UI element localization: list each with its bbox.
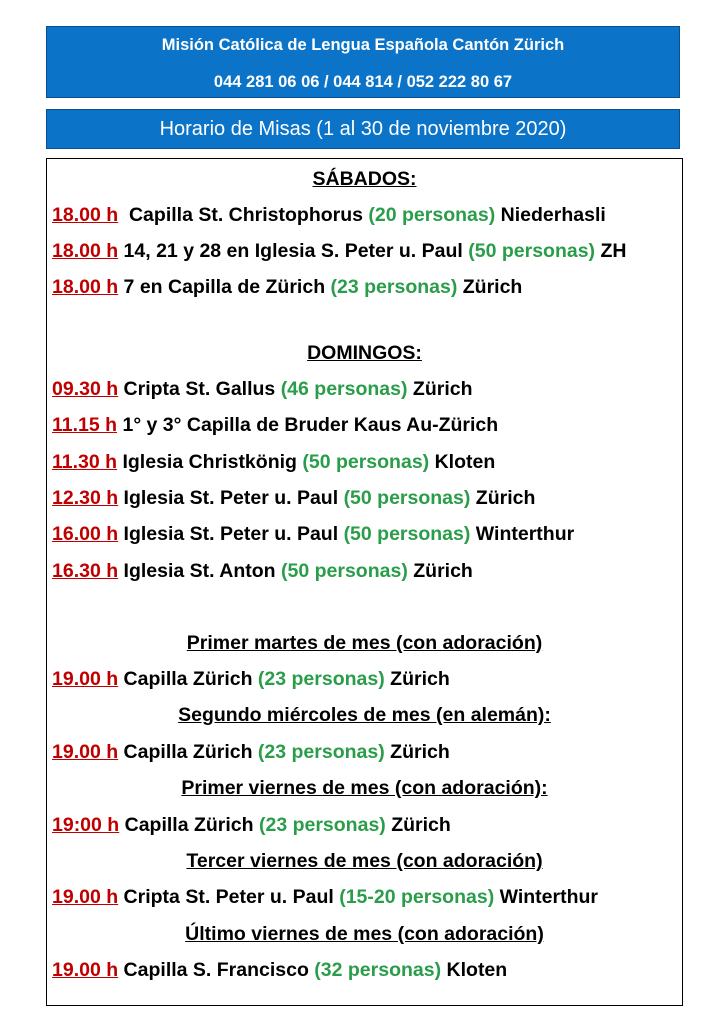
mass-place: Iglesia St. Anton xyxy=(118,560,282,582)
mass-location: Zürich xyxy=(470,487,536,509)
mass-capacity: (50 personas) xyxy=(343,487,471,509)
phone-numbers: 044 281 06 06 / 044 814 / 052 222 80 67 xyxy=(213,73,513,91)
heading-special: Segundo miércoles de mes (en alemán): xyxy=(178,704,551,726)
mass-capacity: (32 personas) xyxy=(314,959,442,981)
mass-time: 16.30 h xyxy=(52,560,119,582)
title-banner xyxy=(46,109,680,149)
schedule-title: Horario de Misas (1 al 30 de noviembre 2020) xyxy=(159,118,567,140)
mass-place: Cripta St. Peter u. Paul xyxy=(118,886,340,908)
heading-special: Primer viernes de mes (con adoración): xyxy=(181,777,548,799)
mass-location: Zürich xyxy=(407,378,473,400)
mass-capacity: (50 personas) xyxy=(302,451,430,473)
mass-location: Zürich xyxy=(384,668,450,690)
mass-location: Kloten xyxy=(441,959,508,981)
mass-row xyxy=(52,240,626,263)
mass-row xyxy=(52,378,473,401)
mass-time: 11.30 h xyxy=(52,451,118,473)
mass-row xyxy=(52,668,450,691)
mass-capacity: (15-20 personas) xyxy=(339,886,495,908)
mass-time: 11.15 h xyxy=(52,414,118,436)
mass-time: 18.00 h xyxy=(52,204,119,226)
mass-row xyxy=(52,814,451,837)
mass-place: 1° y 3° Capilla de Bruder Kaus Au-Zürich xyxy=(117,414,499,436)
mass-location: Zürich xyxy=(384,741,450,763)
mass-time: 09.30 h xyxy=(52,378,119,400)
mass-capacity: (23 personas) xyxy=(257,668,385,690)
mass-row xyxy=(52,204,606,227)
heading-domingos: DOMINGOS: xyxy=(307,342,422,364)
mass-time: 19.00 h xyxy=(52,741,119,763)
heading-special: Primer martes de mes (con adoración) xyxy=(186,632,543,654)
mass-location: Winterthur xyxy=(494,886,599,908)
mass-capacity: (23 personas) xyxy=(258,814,386,836)
mass-time: 19.00 h xyxy=(52,668,119,690)
mass-place: Iglesia St. Peter u. Paul xyxy=(118,523,344,545)
mass-place: Capilla S. Francisco xyxy=(118,959,315,981)
mass-location: Winterthur xyxy=(470,523,575,545)
heading-special: Tercer viernes de mes (con adoración) xyxy=(186,850,543,872)
mass-place: Capilla Zürich xyxy=(118,668,258,690)
mass-time: 18.00 h xyxy=(52,276,119,298)
mass-capacity: (46 personas) xyxy=(280,378,408,400)
mass-row xyxy=(52,523,574,546)
mass-place: Capilla Zürich xyxy=(118,741,258,763)
mass-time: 18.00 h xyxy=(52,240,119,262)
organization-name: Misión Católica de Lengua Española Cantón Zürich xyxy=(161,36,565,54)
mass-row xyxy=(52,886,598,909)
mass-location: Zürich xyxy=(385,814,451,836)
mass-time: 16.00 h xyxy=(52,523,119,545)
mass-location: Zürich xyxy=(457,276,523,298)
mass-location: Kloten xyxy=(429,451,496,473)
mass-location: Niederhasli xyxy=(495,204,606,226)
mass-row xyxy=(52,487,535,510)
mass-capacity: (23 personas) xyxy=(257,741,385,763)
mass-place: 14, 21 y 28 en Iglesia S. Peter u. Paul xyxy=(118,240,469,262)
mass-row xyxy=(52,560,473,583)
mass-time: 19.00 h xyxy=(52,959,119,981)
mass-row xyxy=(52,741,450,764)
mass-capacity: (50 personas) xyxy=(281,560,408,582)
mass-location: Zürich xyxy=(407,560,473,582)
mass-capacity: (20 personas) xyxy=(368,204,496,226)
mass-capacity: (50 personas) xyxy=(343,523,471,545)
mass-row xyxy=(52,414,498,437)
mass-place: 7 en Capilla de Zürich xyxy=(118,276,331,298)
mass-row xyxy=(52,959,507,982)
mass-place: Capilla St. Christophorus xyxy=(118,204,369,226)
mass-capacity: (50 personas) xyxy=(468,240,596,262)
mass-row xyxy=(52,276,522,299)
mass-time: 19.00 h xyxy=(52,886,119,908)
mass-row xyxy=(52,451,495,474)
heading-special: Último viernes de mes (con adoración) xyxy=(185,923,544,945)
mass-place: Iglesia St. Peter u. Paul xyxy=(118,487,344,509)
mass-time: 19:00 h xyxy=(52,814,120,836)
mass-place: Capilla Zürich xyxy=(119,814,259,836)
mass-capacity: (23 personas) xyxy=(330,276,458,298)
heading-sabados: SÁBADOS: xyxy=(312,168,417,190)
mass-place: Iglesia Christkönig xyxy=(117,451,303,473)
header-banner xyxy=(46,26,680,98)
mass-location: ZH xyxy=(595,240,627,262)
mass-place: Cripta St. Gallus xyxy=(118,378,281,400)
mass-time: 12.30 h xyxy=(52,487,119,509)
